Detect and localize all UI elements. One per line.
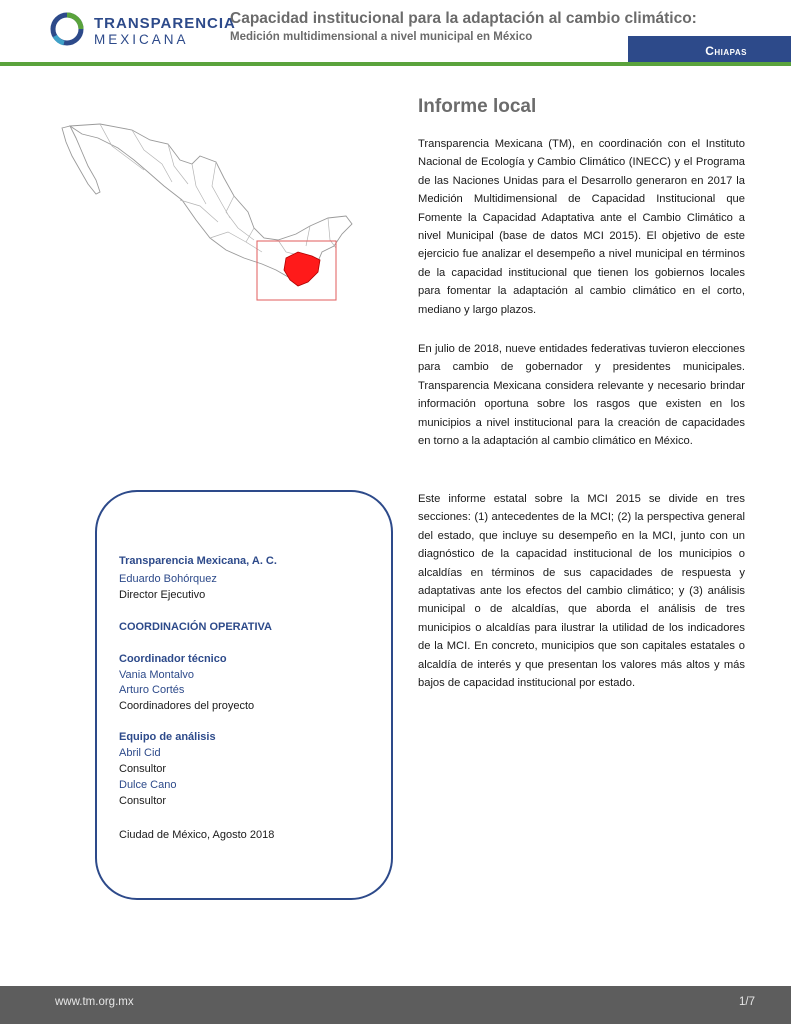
- credits-team-role-1: Consultor: [119, 763, 167, 775]
- paragraph-structure: Este informe estatal sobre la MCI 2015 se divide en tres secciones: (1) antecedentes de la MCI; (2) la perspectiva general del estado, que incluye su desempeño en la MCI, junto con un diagnóstico de la capacidad institucional de los municipios o alcaldías en términos de sus capacidades de respuesta y adaptativas ante los efectos del cambio climático; y (3) análisis municipal o de alcaldías, que aborda el análisis de tres municipios o alcaldías para ilustrar la utilidad de los indicadores de la MCI. En concreto, municipios que son capitales estatales o alcaldía de interés y que presentan los valores más altos y más bajos de capacidad institucional por estado.: [418, 493, 745, 690]
- logo-text-line1: TRANSPARENCIA: [94, 15, 236, 32]
- credits-team-role-2: Consultor: [119, 795, 167, 807]
- section-heading: Informe local: [418, 96, 537, 117]
- credits-director-role: Director Ejecutivo: [119, 589, 206, 601]
- credits-coord-role: Coordinadores del proyecto: [119, 700, 255, 712]
- credits-team-name-2: Dulce Cano: [119, 779, 177, 791]
- paragraph-elections: En julio de 2018, nueve entidades federativas tuvieron elecciones para cambio de gobernador y presidentes municipales. Transparencia Mexicana considera relevante y necesario brindar información oportuna sobre los rasgos que existen en los municipios a nivel institucional para la creación de capacidades en torno a la adaptación al cambio climático en México.: [418, 343, 745, 448]
- mexico-map-icon: [40, 100, 370, 310]
- credits-coord-heading: Coordinador técnico: [119, 653, 227, 665]
- credits-director-name: Eduardo Bohórquez: [119, 573, 217, 585]
- footer-url-link[interactable]: www.tm.org.mx: [55, 996, 134, 1008]
- page-header: [0, 0, 791, 66]
- paragraph-intro: Transparencia Mexicana (TM), en coordinación con el Instituto Nacional de Ecología y Cambio Climático (INECC) y el Programa de las Naciones Unidas para el Desarrollo generaron en 2017 la Medición Multidimensional de Capacidad Institucional que Fomente la Capacidad Adaptativa ante el Cambio Climático a nivel Municipal (base de datos MCI 2015). El objetivo de este ejercicio fue analizar el desempeño a nivel municipal en términos de la capacidad institucional que tienen los gobiernos locales para fomentar la adaptación al cambio climático en el corto, mediano y largo plazos.: [418, 138, 745, 316]
- credits-team-heading: Equipo de análisis: [119, 731, 216, 743]
- credits-place-date: Ciudad de México, Agosto 2018: [119, 829, 275, 841]
- page-footer: [0, 986, 791, 1024]
- state-tab-label: Chiapas: [705, 44, 747, 58]
- header-divider: [0, 62, 791, 66]
- document-subtitle: Medición multidimensional a nivel municipal en México: [230, 31, 533, 43]
- logo-ring-icon: [50, 12, 84, 46]
- tm-logo: [50, 12, 236, 50]
- credits-coord-name-2: Arturo Cortés: [119, 684, 185, 696]
- page-number: 1/7: [739, 996, 755, 1008]
- credits-coord-name-1: Vania Montalvo: [119, 669, 195, 681]
- document-title: Capacidad institucional para la adaptación al cambio climático:: [230, 10, 697, 27]
- credits-org: Transparencia Mexicana, A. C.: [119, 555, 277, 567]
- logo-text-line2: MEXICANA: [94, 32, 189, 47]
- credits-section-heading: COORDINACIÓN OPERATIVA: [119, 621, 272, 633]
- credits-team-name-1: Abril Cid: [119, 747, 161, 759]
